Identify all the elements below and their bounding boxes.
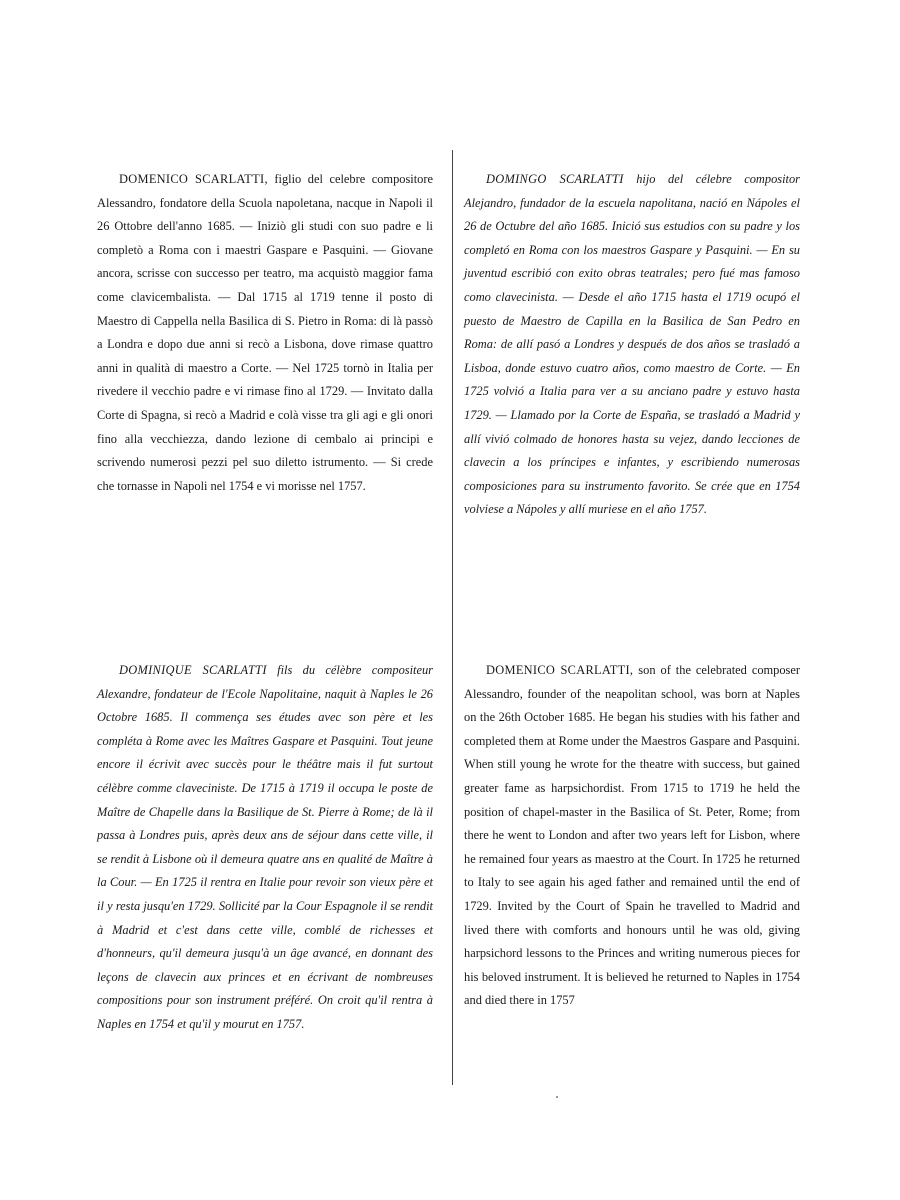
- spanish-text: hijo del célebre compositor Alejandro, fundador de la escuela napolitana, nació en Nápoles el 26 de Octubre del año 1685. Inició sus estudios con su padre y los completó en Roma con los maestros Gaspare y Pasquini. — En su juventud escribió con exito obras teatrales; pero fué mas famoso como clavecinista. — Desde el año 1715 hasta el 1719 ocupó el puesto de Maestro de Capilla en la Basilica de San Pedro en Roma: de allí pasó a Londres y después de dos años se trasladó a Lisboa, donde estuvo cuatro años, como maestro de Corte. — En 1725 volvió a Italia para ver a su anciano padre y estuvo hasta 1729. — Llamado por la Corte de España, se trasladó a Madrid y allí vivió colmado de honores hasta su vejez, dando lecciones de clavecin a los príncipes e infantes, y escribiendo numerosas composiciones para su instrumento favorito. Se crée que en 1754 volviese a Nápoles y allí muriese en el año 1757.: [464, 172, 800, 517]
- english-paragraph: [464, 659, 800, 1013]
- english-text: son of the celebrated composer Alessandro, founder of the neapolitan school, was born at Naples on the 26th October 1685. He began his studies with his father and completed them at Rome under the Maestros Gaspare and Pasquini. When still young he wrote for the theatre with success, but gained greater fame as harpsichordist. From 1715 to 1719 he held the position of chapel-master in the Basilica of St. Peter, Rome; from there he went to London and after two years left for Lisbon, where he remained four years as maestro at the Court. In 1725 he returned to Italy to see again his aged father and remained until the end of 1729. Invited by the Court of Spain he travelled to Madrid and lived there with comforts and honours until he was old, giving harpsichord lessons to the Princes and writing numerous pieces for his beloved instrument. It is believed he returned to Naples in 1754 and died there in 1757: [464, 663, 800, 1008]
- italian-text: figlio del celebre compositore Alessandro, fondatore della Scuola napoletana, nacque in Napoli il 26 Ottobre dell'anno 1685. — Iniziò gli studi con suo padre e li completò a Roma con i maestri Gaspare e Pasquini. — Giovane ancora, scrisse con successo per teatro, ma acquistò maggior fama come clavicembalista. — Dal 1715 al 1719 tenne il posto di Maestro di Cappella nella Basilica di S. Pietro in Roma: di là passò a Londra e dopo due anni si recò a Lisbona, dove rimase quattro anni in qualità di maestro a Corte. — Nel 1725 tornò in Italia per rivedere il vecchio padre e vi rimase fino al 1729. — Invitato dalla Corte di Spagna, si recò a Madrid e colà visse tra gli agi e gli onori fino alla vecchiezza, dando lezione di cembalo ai principi e scrivendo numerosi pezzi pel suo diletto istrumento. — Si crede che tornasse in Napoli nel 1754 e vi morisse nel 1757.: [97, 172, 433, 493]
- french-text: fils du célèbre compositeur Alexandre, fondateur de l'Ecole Napolitaine, naquit à Naples le 26 Octobre 1685. Il commença ses études avec son père et les compléta à Rome avec les Maîtres Gaspare et Pasquini. Tout jeune encore il écrivit avec succès pour le théâtre mais il fut surtout célèbre comme claveciniste. De 1715 à 1719 il occupa le poste de Maître de Chapelle dans la Basilique de St. Pierre à Rome; de là il passa à Londres puis, après deux ans de séjour dans cette ville, il se rendit à Lisbone où il demeura quatre ans en qualité de Maître à la Cour. — En 1725 il rentra en Italie pour revoir son vieux père et il y resta jusqu'en 1729. Sollicité par la Cour Espagnole il se rendit à Madrid et c'est dans cette ville, comblé de richesses et d'honneurs, qu'il demeura jusqu'à un âge avancé, en donnant des leçons de clavecin aux princes et en écrivant de nombreuses compositions pour son instrument préféré. On croit qu'il rentra à Naples en 1754 et qu'il y mourut en 1757.: [97, 663, 433, 1031]
- french-paragraph: [97, 659, 433, 1037]
- spanish-paragraph: [464, 168, 800, 522]
- column-divider: [452, 150, 453, 1085]
- french-name: DOMINIQUE SCARLATTI: [119, 663, 267, 677]
- english-name: DOMENICO SCARLATTI,: [486, 663, 634, 677]
- italian-name: DOMENICO SCARLATTI,: [119, 172, 268, 186]
- spanish-name: DOMINGO SCARLATTI: [486, 172, 624, 186]
- italian-paragraph: [97, 168, 433, 498]
- scan-speck: [556, 1096, 558, 1098]
